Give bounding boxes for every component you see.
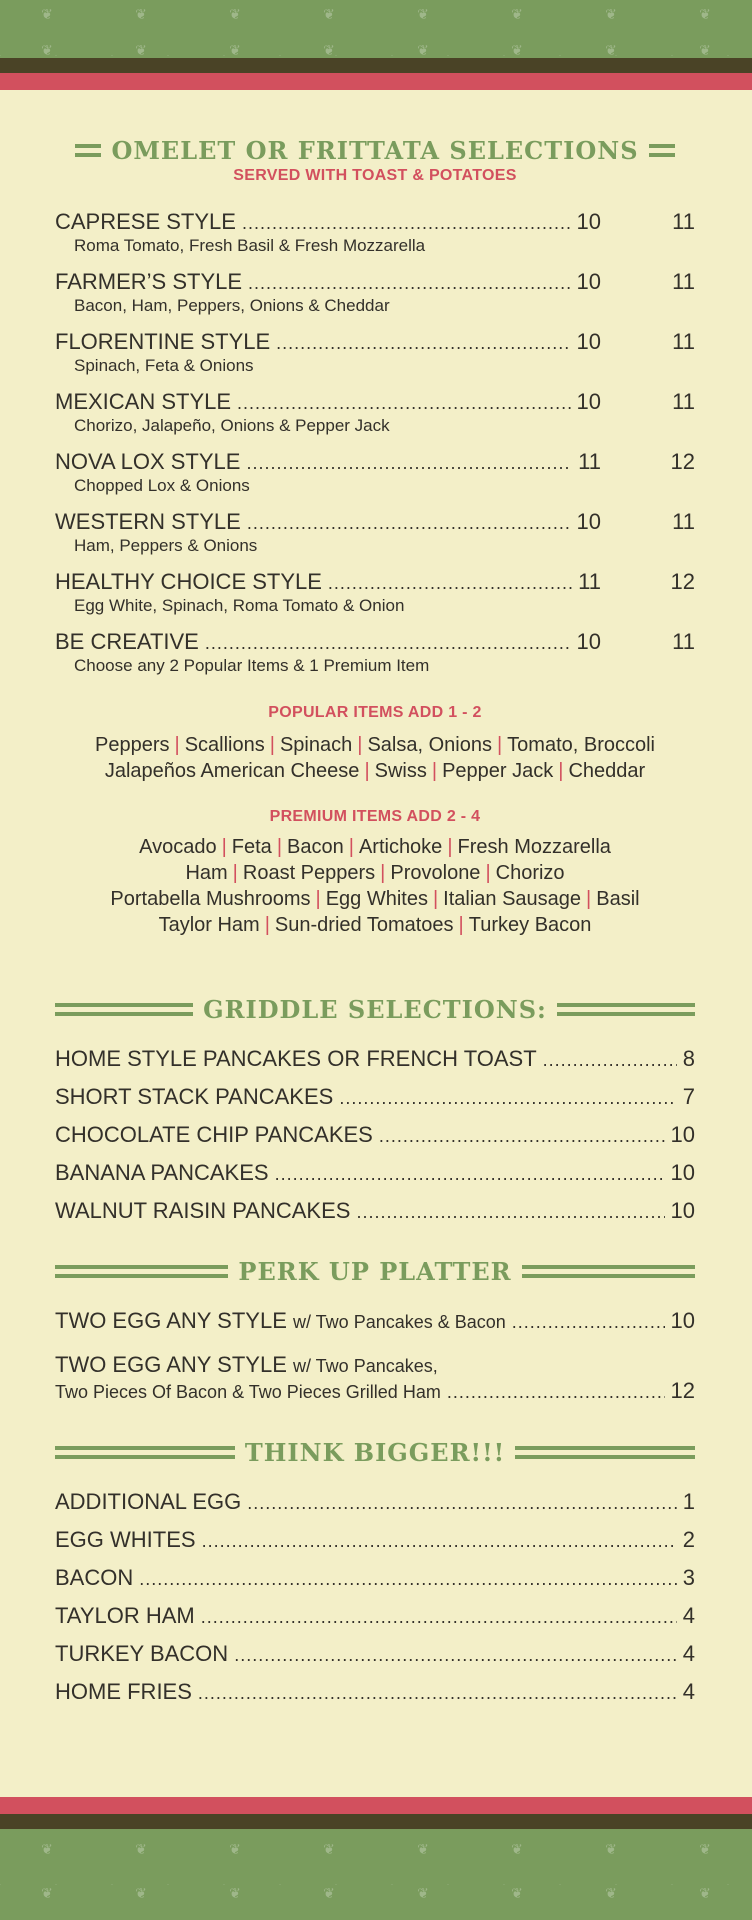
leader-dots bbox=[276, 333, 570, 354]
extras-heading bbox=[55, 1438, 695, 1467]
item-description: Roma Tomato, Fresh Basil & Fresh Mozzarella bbox=[74, 236, 426, 255]
addon-item: Scallions bbox=[184, 734, 265, 756]
item-name: NOVA LOX STYLE bbox=[55, 449, 241, 474]
item-price-alt: 11 bbox=[672, 209, 695, 234]
heading-rule bbox=[55, 1265, 228, 1278]
separator: | bbox=[364, 760, 370, 782]
addon-item: Turkey Bacon bbox=[468, 914, 592, 936]
addon-item: Pepper Jack bbox=[442, 760, 554, 782]
platter-list bbox=[55, 1308, 695, 1404]
item-name: HOME STYLE PANCAKES OR FRENCH TOAST bbox=[55, 1046, 537, 1071]
leader-dots bbox=[242, 213, 571, 234]
item-price: 1 bbox=[682, 1489, 695, 1514]
addon-item: Bacon bbox=[287, 836, 344, 858]
item-price: 10 bbox=[576, 509, 601, 534]
top-dark-stripe bbox=[0, 58, 752, 73]
item-price-alt: 11 bbox=[672, 509, 695, 534]
extras-title: THINK BIGGER!!! bbox=[244, 1438, 506, 1467]
addon-item: Roast Peppers bbox=[242, 862, 376, 884]
item-price: 4 bbox=[682, 1603, 695, 1628]
addon-item: Italian Sausage bbox=[443, 888, 582, 910]
menu-item bbox=[55, 1527, 695, 1553]
leader-dots bbox=[247, 513, 571, 534]
item-description: Spinach, Feta & Onions bbox=[74, 356, 254, 375]
menu-item bbox=[55, 1308, 695, 1334]
leader-dots bbox=[198, 1683, 677, 1704]
item-detail: w/ Two Pancakes, bbox=[293, 1356, 438, 1376]
menu-item bbox=[55, 449, 695, 496]
item-price-alt: 12 bbox=[670, 449, 695, 474]
item-description: Egg White, Spinach, Roma Tomato & Onion bbox=[74, 596, 405, 615]
item-price: 4 bbox=[682, 1679, 695, 1704]
leader-dots bbox=[339, 1088, 676, 1109]
addon-item: Jalapeños American Cheese bbox=[104, 760, 360, 782]
addon-line bbox=[55, 912, 695, 938]
separator: | bbox=[431, 760, 438, 782]
premium-items-list bbox=[55, 834, 695, 938]
addon-item: Ham bbox=[185, 862, 228, 884]
leader-dots bbox=[543, 1050, 677, 1071]
leader-dots bbox=[201, 1607, 677, 1628]
item-name: CAPRESE STYLE bbox=[55, 209, 236, 234]
item-price-alt: 11 bbox=[672, 389, 695, 414]
item-name: TAYLOR HAM bbox=[55, 1603, 195, 1628]
separator: | bbox=[496, 734, 503, 756]
leader-dots bbox=[139, 1569, 677, 1590]
leader-dots bbox=[447, 1382, 665, 1403]
item-name: BANANA PANCAKES bbox=[55, 1160, 269, 1185]
item-price: 10 bbox=[670, 1308, 695, 1333]
menu-item bbox=[55, 629, 695, 676]
menu-item bbox=[55, 1084, 695, 1110]
item-price-alt: 11 bbox=[672, 329, 695, 354]
omelet-section bbox=[55, 136, 695, 938]
extras-section bbox=[55, 1438, 695, 1717]
leader-dots bbox=[356, 1202, 664, 1223]
item-description: Chopped Lox & Onions bbox=[74, 476, 250, 495]
griddle-title: GRIDDLE SELECTIONS: bbox=[203, 995, 547, 1024]
item-price: 10 bbox=[576, 329, 601, 354]
popular-items-list bbox=[55, 732, 695, 784]
addon-item: Artichoke bbox=[358, 836, 443, 858]
omelet-title: OMELET OR FRITTATA SELECTIONS bbox=[111, 136, 639, 165]
item-price: 10 bbox=[576, 209, 601, 234]
addon-item: Tomato, Broccoli bbox=[507, 734, 655, 756]
separator: | bbox=[221, 836, 227, 858]
addon-item: Avocado bbox=[139, 836, 217, 858]
separator: | bbox=[264, 914, 270, 936]
leader-dots bbox=[512, 1312, 665, 1333]
leader-dots bbox=[275, 1164, 665, 1185]
item-description: Chorizo, Jalapeño, Onions & Pepper Jack bbox=[74, 416, 390, 435]
item-description: Ham, Peppers & Onions bbox=[74, 536, 258, 555]
separator: | bbox=[380, 862, 386, 884]
item-price-alt: 11 bbox=[672, 269, 695, 294]
item-name: WALNUT RAISIN PANCAKES bbox=[55, 1198, 351, 1223]
item-name: BACON bbox=[55, 1565, 134, 1590]
item-price: 10 bbox=[670, 1122, 695, 1147]
heading-rule bbox=[557, 1003, 695, 1016]
item-price: 10 bbox=[670, 1198, 695, 1223]
item-name bbox=[55, 1352, 438, 1378]
leader-dots bbox=[248, 273, 570, 294]
omelet-heading bbox=[55, 136, 695, 165]
separator: | bbox=[348, 836, 354, 858]
addon-item: Fresh Mozzarella bbox=[457, 836, 611, 858]
addon-item: Cheddar bbox=[568, 760, 646, 782]
top-pattern-band bbox=[0, 0, 752, 58]
addon-item: Portabella Mushrooms bbox=[110, 888, 311, 910]
addon-item: Taylor Ham bbox=[158, 914, 260, 936]
addon-item: Salsa, Onions bbox=[367, 734, 492, 756]
item-name: EGG WHITES bbox=[55, 1527, 196, 1552]
omelet-subtitle: SERVED WITH TOAST & POTATOES bbox=[233, 167, 517, 184]
griddle-list bbox=[55, 1046, 695, 1224]
leader-dots bbox=[202, 1531, 677, 1552]
separator: | bbox=[269, 734, 275, 756]
menu-item bbox=[55, 1352, 695, 1404]
menu-item bbox=[55, 1489, 695, 1515]
item-description: Bacon, Ham, Peppers, Onions & Cheddar bbox=[74, 296, 390, 315]
item-price: 3 bbox=[682, 1565, 695, 1590]
item-price: 11 bbox=[578, 449, 601, 474]
heading-rule bbox=[522, 1265, 695, 1278]
menu-item bbox=[55, 1641, 695, 1667]
separator: | bbox=[357, 734, 363, 756]
item-price-alt: 12 bbox=[670, 569, 695, 594]
addon-line bbox=[55, 732, 695, 758]
extras-list bbox=[55, 1489, 695, 1705]
top-red-stripe bbox=[0, 73, 752, 90]
menu-item bbox=[55, 209, 695, 256]
separator: | bbox=[458, 914, 464, 936]
menu-item bbox=[55, 269, 695, 316]
addon-item: Sun-dried Tomatoes bbox=[274, 914, 454, 936]
addon-line bbox=[55, 860, 695, 886]
addon-item: Basil bbox=[596, 888, 640, 910]
omelet-list bbox=[55, 209, 695, 676]
item-name: WESTERN STYLE bbox=[55, 509, 241, 534]
leader-dots bbox=[247, 1493, 677, 1514]
menu-item bbox=[55, 1122, 695, 1148]
separator: | bbox=[232, 862, 238, 884]
popular-items-title: POPULAR ITEMS ADD 1 - 2 bbox=[268, 704, 482, 721]
leaf-motif-row: ❦ ❦ ❦ ❦ ❦ ❦ ❦ ❦ bbox=[41, 42, 711, 58]
leaf-motif-row: ❦ ❦ ❦ ❦ ❦ ❦ ❦ ❦ bbox=[41, 1841, 711, 1857]
leader-dots bbox=[205, 633, 571, 654]
separator: | bbox=[485, 862, 491, 884]
item-name: TURKEY BACON bbox=[55, 1641, 229, 1666]
item-name bbox=[55, 1308, 506, 1334]
griddle-section bbox=[55, 995, 695, 1236]
platter-heading bbox=[55, 1257, 695, 1286]
addon-line bbox=[55, 834, 695, 860]
menu-item bbox=[55, 1565, 695, 1591]
bottom-dark-stripe bbox=[0, 1814, 752, 1829]
griddle-heading bbox=[55, 995, 695, 1024]
menu-item bbox=[55, 1679, 695, 1705]
heading-rule bbox=[649, 144, 675, 157]
item-name: FLORENTINE STYLE bbox=[55, 329, 271, 354]
leaf-motif-row: ❦ ❦ ❦ ❦ ❦ ❦ ❦ ❦ bbox=[41, 1885, 711, 1901]
separator: | bbox=[315, 888, 321, 910]
addon-item: Chorizo bbox=[495, 862, 565, 884]
item-price: 10 bbox=[576, 389, 601, 414]
addon-item: Provolone bbox=[390, 862, 481, 884]
bottom-pattern-band bbox=[0, 1829, 752, 1920]
leader-dots bbox=[328, 573, 572, 594]
item-detail-line2: Two Pieces Of Bacon & Two Pieces Grilled Ham bbox=[55, 1382, 441, 1402]
addon-item: Egg Whites bbox=[325, 888, 428, 910]
leader-dots bbox=[246, 453, 572, 474]
menu-item bbox=[55, 1603, 695, 1629]
menu-item bbox=[55, 389, 695, 436]
item-name: SHORT STACK PANCAKES bbox=[55, 1084, 334, 1109]
leader-dots bbox=[237, 393, 570, 414]
item-price: 7 bbox=[682, 1084, 695, 1109]
item-price: 8 bbox=[682, 1046, 695, 1071]
item-price-alt: 11 bbox=[672, 629, 695, 654]
separator: | bbox=[276, 836, 283, 858]
item-price: 10 bbox=[670, 1160, 695, 1185]
premium-items-title: PREMIUM ITEMS ADD 2 - 4 bbox=[269, 808, 481, 825]
heading-rule bbox=[75, 144, 101, 157]
separator: | bbox=[174, 734, 180, 756]
item-title: TWO EGG ANY STYLE bbox=[55, 1308, 287, 1333]
heading-rule bbox=[55, 1003, 193, 1016]
leader-dots bbox=[379, 1126, 665, 1147]
bottom-red-stripe bbox=[0, 1797, 752, 1814]
item-price: 10 bbox=[576, 629, 601, 654]
menu-item bbox=[55, 569, 695, 616]
menu-item bbox=[55, 1198, 695, 1224]
item-name: ADDITIONAL EGG bbox=[55, 1489, 242, 1514]
item-name: FARMER’S STYLE bbox=[55, 269, 243, 294]
item-title: TWO EGG ANY STYLE bbox=[55, 1352, 287, 1377]
addon-item: Spinach bbox=[279, 734, 353, 756]
addon-item: Feta bbox=[231, 836, 272, 858]
item-detail: w/ Two Pancakes & Bacon bbox=[293, 1312, 506, 1332]
heading-rule bbox=[515, 1446, 695, 1459]
addon-line bbox=[55, 886, 695, 912]
separator: | bbox=[447, 836, 453, 858]
platter-title: PERK UP PLATTER bbox=[238, 1257, 512, 1286]
addon-item: Swiss bbox=[374, 760, 427, 782]
leaf-motif-row: ❦ ❦ ❦ ❦ ❦ ❦ ❦ ❦ bbox=[41, 6, 711, 22]
item-price: 11 bbox=[578, 569, 601, 594]
addon-item: Peppers bbox=[95, 734, 170, 756]
menu-item bbox=[55, 329, 695, 376]
item-description: Choose any 2 Popular Items & 1 Premium Item bbox=[74, 656, 430, 675]
menu-item bbox=[55, 1160, 695, 1186]
item-name: MEXICAN STYLE bbox=[55, 389, 232, 414]
leader-dots bbox=[234, 1645, 677, 1666]
item-price: 2 bbox=[682, 1527, 695, 1552]
addon-line bbox=[55, 758, 695, 784]
item-name: CHOCOLATE CHIP PANCAKES bbox=[55, 1122, 373, 1147]
item-price: 10 bbox=[576, 269, 601, 294]
item-price: 4 bbox=[682, 1641, 695, 1666]
item-name: HOME FRIES bbox=[55, 1679, 192, 1704]
separator: | bbox=[432, 888, 439, 910]
separator: | bbox=[558, 760, 564, 782]
separator: | bbox=[586, 888, 592, 910]
platter-section bbox=[55, 1257, 695, 1404]
menu-item bbox=[55, 509, 695, 556]
heading-rule bbox=[55, 1446, 235, 1459]
item-name: BE CREATIVE bbox=[55, 629, 199, 654]
item-name: HEALTHY CHOICE STYLE bbox=[55, 569, 322, 594]
item-price: 12 bbox=[670, 1378, 695, 1403]
menu-item bbox=[55, 1046, 695, 1072]
